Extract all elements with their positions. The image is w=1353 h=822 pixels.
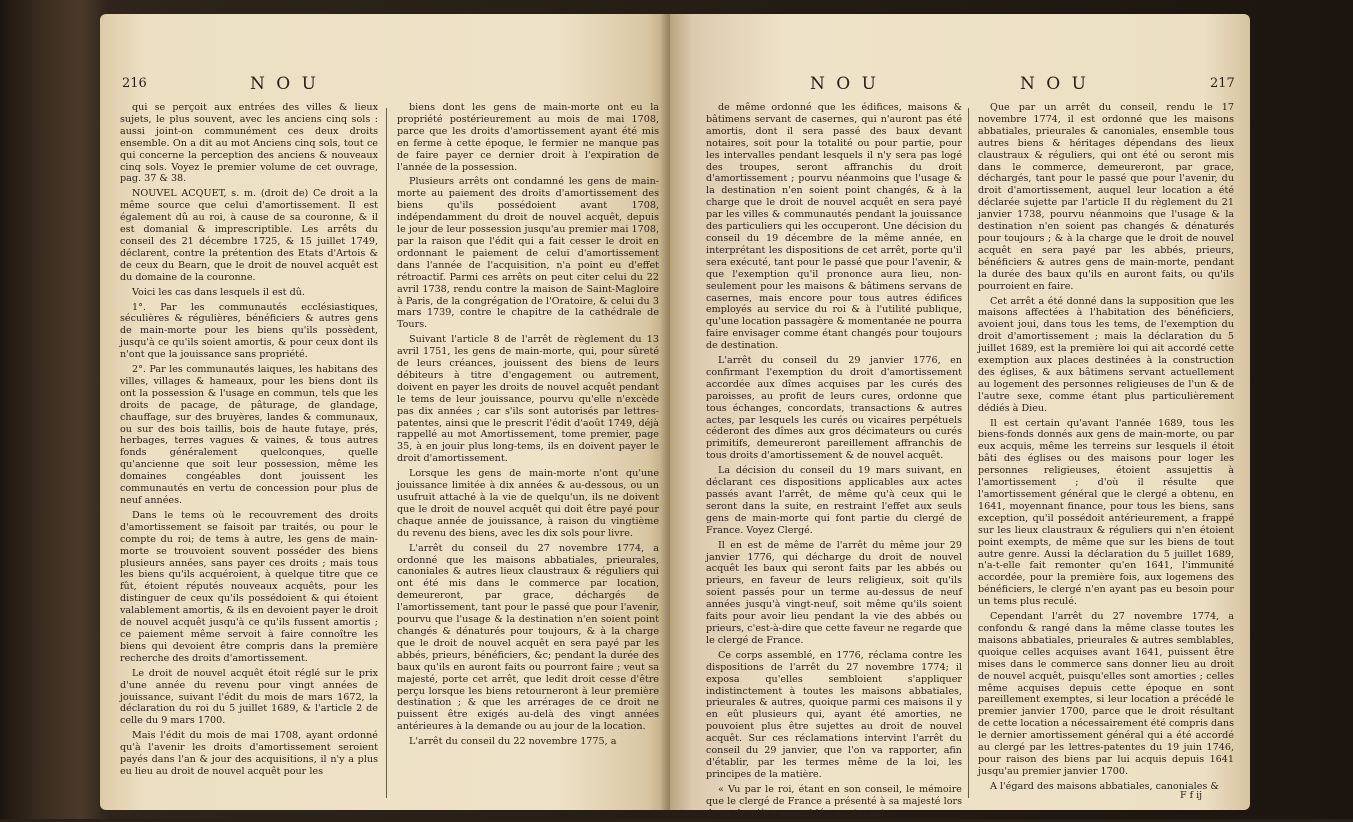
paragraph: Dans le tems où le recouvrement des droits d'amortissement se faisoit par traités, ou pour le compte du roi; de tems à autre, les gens de main-morte se trouvoient souvent posséder des biens plusieurs années, sans payer ces droits ; mais tous les biens qu'ils acquéroient, à quelque titre que ce fût, étoient réputés nouveaux acquêts, pour les distinguer de ceux qu'ils possédoient & qui étoient valablement amortis, & ils en devoient payer le droit de nouvel acquêt jusqu'à ce qu'ils fussent amortis ; ce paiement même servoit à faire connoître les biens qui devoient être compris dans la première recherche des droits d'amortissement. [120,509,378,664]
running-head-right-a: N O U [810,74,879,94]
right-page [670,14,1250,819]
paragraph: Il est certain qu'avant l'année 1689, tous les biens-fonds donnés aux gens de main-morte, ou par eux acquis, même les terreins sur lesquels il étoit bâti des églises ou des maisons pour loger les personnes religieuses, étoient assujettis à l'amortissement ; d'où il résulte que l'amortissement général que le clergé a obtenu, en 1641, moyennant finance, pour tous les biens, sans exception, qu'il possédoit antérieurement, a frappé sur les lieux claustraux & réguliers qui n'en étoient point exempts, de même que sur les biens de tout autre genre. Aussi la déclaration du 5 juillet 1689, n'a-t-elle fait remonter qu'en 1641, l'immunité accordée, pour la première fois, aux logemens des bénéficiers, le clergé n'en ayant pas eu besoin pour un tems plus reculé. [978,417,1234,608]
running-head-left: N O U [250,74,319,94]
paragraph: L'arrêt du conseil du 27 novembre 1774, a ordonné que les maisons abbatiales, prieurales, canoniales & autres lieux claustraux & réguliers qui ont été mis dans le commerce par location, demeureront, par grace, déchargés de l'amortissement, tant pour le passé que pour l'avenir, pourvu que l'usage & la destination n'en soient point changés & dénaturés pour toujours, & à la charge que le droit de nouvel acquêt en sera payé par les abbés, prieurs, bénéficiers, &c; pendant la durée des baux qu'ils en auront faits ou pourront faire ; veut sa majesté, porte cet arrêt, que ledit droit cesse d'être perçu lorsque les biens retourneront à leur première destination ; & que les arrérages de ce droit ne puissent être exigés au-delà des vingt années antérieures à la demande ou au jour de la location. [397,542,659,733]
paragraph: Voici les cas dans lesquels il est dû. [132,286,305,298]
paragraph: Ce corps assemblé, en 1776, réclama contre les dispositions de l'arrêt du 27 novembre 1774; il exposa qu'elles sembloient s'appliquer indistinctement à toutes les maisons abbatiales, prieurales & autres, quoique parmi ces maisons il y en eût plusieurs qui, ayant été amorties, ne pouvoient plus être sujettes au droit de nouvel acquêt. Sur ces réclamations intervint l'arrêt du conseil du 29 janvier, que l'on va rapporter, afin d'établir, par les termes même de la loi, les principes de la matière. [706,649,962,780]
page-number-right: 217 [1210,76,1235,91]
paragraph: de même ordonné que les édifices, maisons & bâtimens servant de casernes, qui n'auront pas été amortis, dont il sera passé des baux devant notaires, soit pour la totalité ou pour partie, pour les intervalles pendant lesquels il n'y sera pas logé des troupes, seront affranchis du droit d'amortissement ; pourvu néanmoins que l'usage & la destination n'en soient point changés, & à la charge que le droit de nouvel acquêt en sera payé par les villes & communautés pendant la jouissance des particuliers qui les occuperont. Une décision du conseil du 19 décembre de la même année, en interprétant les dispositions de cet arrêt, porte qu'il sera exécuté, tant pour le passé que pour l'avenir, & que l'exemption qu'il prononce aura lieu, non-seulement pour les maisons & bâtimens servans de casernes, mais encore pour tous autres édifices employés au service du roi & à l'utilité publique, qu'une location passagère & momentanée ne pourra faire envisager comme étant changés pour toujours de destination. [706,102,962,352]
paragraph: Lorsque les gens de main-morte n'ont qu'une jouissance limitée à dix années & au-dessous, ou un usufruit attaché à la vie de quelqu'un, ils ne doivent que le droit de nouvel acquêt qui doit être payé pour chaque année de jouissance, à raison du vingtième du revenu des biens, avec les dix sols pour livre. [397,468,659,539]
paragraph: Plusieurs arrêts ont condamné les gens de main-morte au paiement des droits d'amortissement des biens qu'ils possédoient avant 1708, indépendamment du droit de nouvel acquêt, depuis le jour de leur possession jusqu'au premier mai 1708, par la raison que l'édit qui a fait cesser le droit en ordonnant le paiement de celui d'amortissement dans l'année de l'acquisition, n'a point eu d'effet rétroactif. Parmi ces arrêts on peut citer celui du 22 avril 1738, rendu contre la maison de Saint-Magloire à Paris, de la congrégation de l'Oratoire, & celui du 3 mars 1739, contre le chapitre de la cathédrale de Tours. [397,176,659,331]
left-page [100,14,670,810]
signature-mark: F f ij [1180,790,1203,801]
right-column-1 [706,102,962,822]
paragraph: Le droit de nouvel acquêt étoit réglé sur le prix d'une année du revenu pour vingt années de jouissance, suivant l'édit du mois de mars 1672, la déclaration du roi du 5 juillet 1689, & l'article 2 de celle du 9 mars 1700. [120,667,378,727]
right-column-2 [978,102,1234,796]
paragraph: La décision du conseil du 19 mars suivant, en déclarant ces dispositions applicables aux actes passés avant l'arrêt, de même qu'à ceux qui le seront dans la suite, en restraint l'effet aux seuls gens de main-morte qui font partie du clergé de France. Voyez Clergé. [706,465,962,536]
paragraph: Cet arrêt a été donné dans la supposition que les maisons affectées à l'habitation des bénéficiers, avoient joui, dans tous les tems, de l'exemption du droit d'amortissement ; mais la déclaration du 5 juillet 1689, est la première loi qui ait accordé cette exemption aux places destinées à la construction des églises, & aux bâtimens servant actuellement au logement des personnes religieuses de l'un & de l'autre sexe, comme étant plus particulièrement dédiés à Dieu. [978,295,1234,414]
paragraph: NOUVEL ACQUET, s. m. (droit de) Ce droit a la même source que celui d'amortissement. Il est également dû au roi, à cause de sa couronne, & il est domanial & imprescriptible. Les arrêts du conseil des 21 décembre 1725, & 15 juillet 1749, déclarent, contre la prétention des Etats d'Artois & de ceux du Bearn, que le droit de nouvel acquêt est du domaine de la couronne. [120,188,378,283]
paragraph: Suivant l'article 8 de l'arrêt de règlement du 13 avril 1751, les gens de main-morte, qui, pour sûreté de leurs créances, jouissent des biens de leurs débiteurs à titre d'engagement ou autrement, doivent en payer les droits de nouvel acquêt pendant le tems de leur jouissance, pourvu qu'elle n'excède pas dix années ; car s'ils sont autorisés par lettres-patentes, ainsi que le prescrit l'édit d'août 1749, déjà rappellé au mot Amortissement, tome premier, page 35, à en jouir plus long-tems, ils en doivent payer le droit d'amortissement. [397,334,659,465]
paragraph: Mais l'édit du mois de mai 1708, ayant ordonné qu'à l'avenir les droits d'amortissement seroient payés dans l'an & jour des acquisitions, il n'y a plus eu lieu au droit de nouvel acquêt pour les [120,730,378,777]
paragraph: « Vu par le roi, étant en son conseil, le mémoire que le clergé de France a présenté à sa majesté lors de sa dernière assemblée, contenant : [706,783,962,819]
left-column-1 [120,102,378,781]
column-rule [968,108,969,798]
paragraph: A l'égard des maisons abbatiales, canoniales & [990,780,1219,792]
paragraph: 2°. Par les communautés laiques, les habitans des villes, villages & hameaux, pour les biens dont ils ont la possession & l'usage en commun, tels que les droits de pacage, de pâturage, de glandage, chauffage, sur des bruyères, landes & communaux, ou sur des bois taillis, bois de haute futaye, prés, herbages, terres vagues & vaines, & tous autres fonds généralement quelconques, quelle qu'ancienne que soit leur possession, même les domaines congéables dont jouissent les communautés en vertu de concession pour plus de neuf années. [120,364,378,506]
paragraph: 1°. Par les communautés ecclésiastiques, séculières & régulières, bénéficiers & autres gens de main-morte pour les biens qu'ils possèdent, jusqu'à ce qu'ils soient amortis, & pour ceux dont ils n'ont que la jouissance sans propriété. [120,301,378,361]
running-head-right-b: N O U [1020,74,1089,94]
paragraph: L'arrêt du conseil du 22 novembre 1775, a [409,736,617,748]
paragraph: Cependant l'arrêt du 27 novembre 1774, a confondu & rangé dans la même classe toutes les maisons abbatiales, prieurales & autres semblables, quoique celles acquises avant 1641, puissent être mises dans le commerce sans donner lieu au droit de nouvel acquêt, puisqu'elles sont amorties ; celles même acquises depuis cette époque en sont pareillement exemptes, si leur location a précédé le premier janvier 1700, parce que le droit résultant de cette location a nécessairement été compris dans le dernier amortissement général qui a été accordé au clergé par les lettres-patentes du 19 juin 1746, pour raison des biens par lui acquis depuis 1641 jusqu'au premier janvier 1700. [978,611,1234,777]
paragraph: qui se perçoit aux entrées des villes & lieux sujets, le plus souvent, avec les anciens cinq sols : aussi joint-on communément ces deux droits ensemble. On a dit au mot Anciens cinq sols, tout ce qui concerne la perception des anciens & nouveaux cinq sols. Voyez le premier volume de cet ouvrage, pag. 37 & 38. [120,102,378,185]
page-number-left: 216 [122,76,147,91]
column-rule [386,108,387,798]
paragraph: Il en est de même de l'arrêt du même jour 29 janvier 1776, qui décharge du droit de nouvel acquêt les baux qui seront faits par les abbés ou prieurs, en faveur de leurs religieux, soit qu'ils soient passés pour un terme au-dessus de neuf années jusqu'à vingt-neuf, soit même qu'ils soient faits pour avoir lieu pendant la vie des abbés ou prieurs, c'est-à-dire que cette faveur ne regarde que le clergé de France. [706,539,962,646]
left-column-2 [397,102,659,751]
paragraph: biens dont les gens de main-morte ont eu la propriété postérieurement au mois de mai 1708, parce que les droits d'amortissement ayant été mis en ferme à cette époque, le fermier ne manque pas de faire payer ce dernier droit à l'expiration de l'année de la possession. [397,102,659,173]
paragraph: Que par un arrêt du conseil, rendu le 17 novembre 1774, il est ordonné que les maisons abbatiales, prieurales & canoniales, ensemble tous autres biens & héritages dépendans des lieux claustraux & réguliers, qui ont été ou seront mis dans le commerce, demeureront, par grace, déchargés, tant pour le passé que pour l'avenir, du droit d'amortissement, auquel leur location a été déclarée sujette par l'article II du règlement du 21 janvier 1738, pourvu néanmoins que l'usage & la destination n'en soient pas changés & dénaturés pour toujours ; & à la charge que le droit de nouvel acquêt en sera payé par les abbés, prieurs, bénéficiers & autres gens de main-morte, pendant la durée des baux qu'ils en auront faits, ou qu'ils pourroient en faire. [978,102,1234,292]
paragraph: L'arrêt du conseil du 29 janvier 1776, en confirmant l'exemption du droit d'amortissement accordée aux dîmes acquises par les curés des paroisses, au profit de leurs cures, ordonne que tous échanges, concordats, transactions & autres actes, par lesquels les curés ou vicaires perpétuels céderont des dîmes aux gros décimateurs ou curés primitifs, demeureront pareillement affranchis de tous droits d'amortissement & de nouvel acquêt. [706,355,962,462]
